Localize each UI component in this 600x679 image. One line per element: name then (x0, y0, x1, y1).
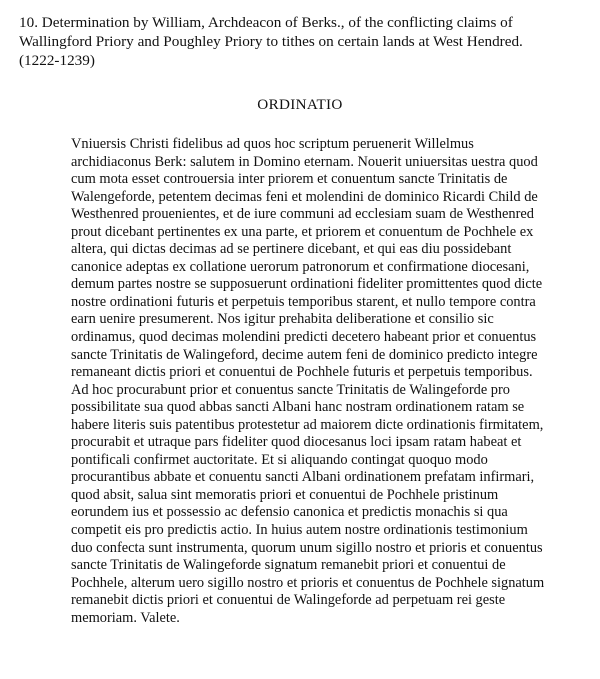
body-line: demum partes nostre se supposuerunt ordinationi fideliter promittentes quod dicte (71, 276, 543, 293)
document-heading (19, 13, 589, 70)
body-line: habere literis suis patentibus protestetur ad maiorem dicte ordinationis firmitatem, (71, 416, 544, 433)
body-line: procurantibus abbate et conuentu sancti Albani ordinationem prefatam infirmari, (71, 469, 535, 486)
body-line: prout dicebant pertinentes ex una parte, et priorem et conuentum de Pochhele ex (71, 223, 534, 240)
document-body (71, 136, 596, 627)
section-title: ORDINATIO (257, 96, 343, 113)
body-line: Ad hoc procurabunt prior et conuentus sancte Trinitatis de Walingeforde pro (71, 381, 510, 398)
body-line: archidiaconus Berk: salutem in Domino eternam. Nouerit uniuersitas uestra quod (71, 153, 538, 170)
body-line: quod absit, salua sint memoratis priori et conuentui de Pochhele pristinum (71, 486, 499, 503)
body-line: procurabit et utraque pars fideliter quod diocesanus loci ipsam ratam habeat et (71, 434, 522, 451)
body-line: competit eis pro predictis actio. In huius autem nostre ordinationis testimonium (71, 522, 528, 539)
body-line: canonice adeptas ex collatione uerorum patronorum et confirmatione diocesani, (71, 258, 530, 275)
heading-line: (1222-1239) (19, 52, 95, 69)
body-line: eorundem ius et possessio ac defensio canonica et predictis monachis si qua (71, 504, 508, 521)
body-line: cum mota esset controuersia inter priorem et conuentum sancte Trinitatis de (71, 171, 508, 188)
body-line: pontificali confirmet auctoritate. Et si aliquando contingat quoquo modo (71, 451, 488, 468)
body-line: remanebit dictis priori et conuentui de Walingeforde ad perpetuam rei geste (71, 592, 506, 609)
body-line: earn uenire presumerent. Nos igitur prehabita deliberatione et consilio sic (71, 311, 494, 328)
body-line: nostre ordinationi futuris et perpetuis temporibus starent, et nullo tempore contra (71, 293, 536, 310)
body-line: sancte Trinitatis de Walingeforde signatum remanebit priori et conuentui de (71, 557, 506, 574)
body-line: possibilitate sua quod abbas sancti Albani hanc nostram ordinationem ratam se (71, 399, 525, 416)
body-line: Walengeforde, petentem decimas feni et molendini de dominico Ricardi Child de (71, 188, 538, 205)
body-line: duo confecta sunt instrumenta, quorum unum sigillo nostro et prioris et conuentus (71, 539, 543, 556)
heading-line: 10. Determination by William, Archdeacon of Berks., of the conflicting claims of (19, 14, 513, 31)
body-line: Pochhele, alterum uero sigillo nostro et prioris et conuentus de Pochhele signatum (71, 574, 545, 591)
body-line: Westhenred prouenientes, et de iure communi ad ecclesiam suam de Westhenred (71, 206, 534, 223)
body-line: remaneant dictis priori et conuentui de Pochhele futuris et perpetuis temporibus. (71, 364, 533, 381)
body-line: altera, qui dictas decimas ad se pertinere dicebant, et qui eas diu possidebant (71, 241, 512, 258)
body-line: ordinamus, quod decimas molendini predicti decetero habeant prior et conuentus (71, 329, 537, 346)
body-line: Vniuersis Christi fidelibus ad quos hoc scriptum peruenerit Willelmus (71, 136, 474, 152)
heading-line: Wallingford Priory and Poughley Priory to tithes on certain lands at West Hendred. (19, 33, 523, 50)
body-line: sancte Trinitatis de Walingeford, decime autem feni de dominico predicto integre (71, 346, 538, 363)
body-line: memoriam. Valete. (71, 609, 180, 626)
